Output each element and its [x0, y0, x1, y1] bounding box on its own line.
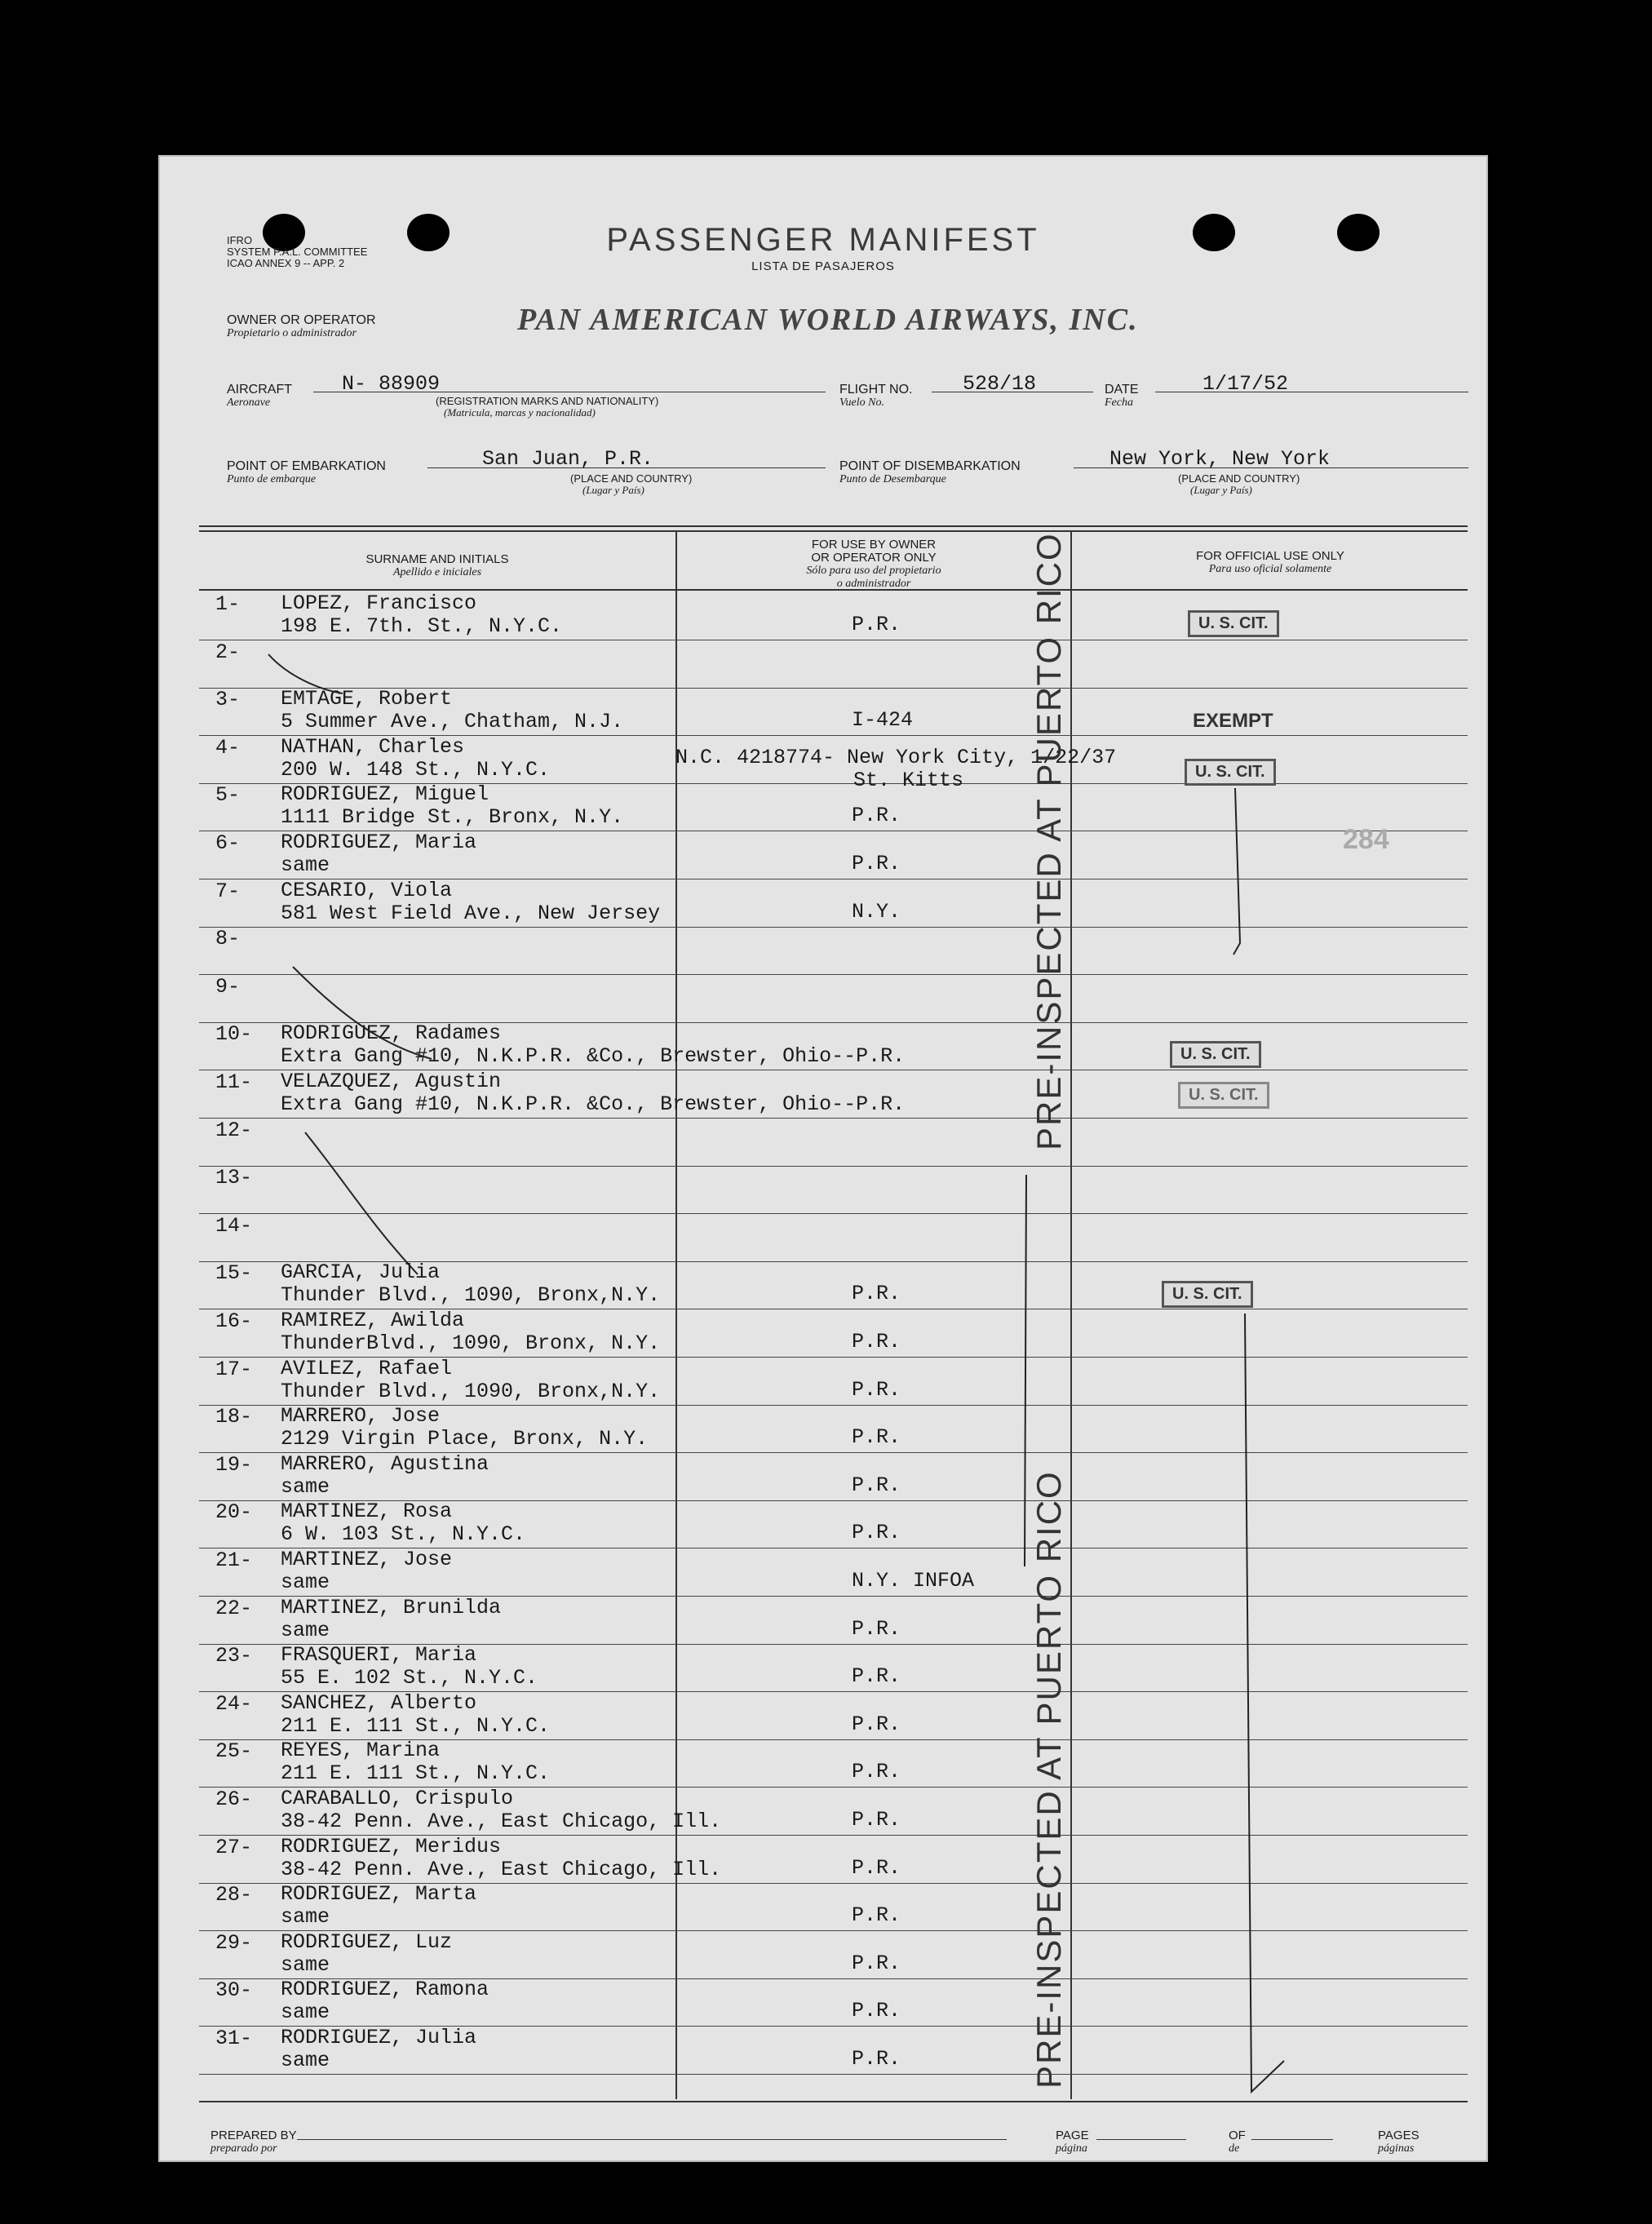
passenger-address: Thunder Blvd., 1090, Bronx,N.Y. — [281, 1379, 661, 1403]
us-cit-stamp: U. S. CIT. — [1178, 1082, 1269, 1109]
owner-note: P.R. — [852, 613, 901, 636]
passenger-name: REYES, Marina — [281, 1739, 441, 1763]
passenger-name: LOPEZ, Francisco — [281, 591, 477, 615]
row-number: 12- — [215, 1118, 253, 1142]
us-cit-stamp: U. S. CIT. — [1185, 759, 1276, 786]
passenger-name: RODRIGUEZ, Meridus — [281, 1834, 502, 1859]
disembark-value: New York, New York — [1109, 447, 1331, 471]
row-number: 2- — [215, 640, 241, 664]
passenger-address: same — [281, 2049, 330, 2072]
place-note: (PLACE AND COUNTRY) — [570, 472, 693, 485]
row-number: 25- — [215, 1739, 253, 1764]
passenger-name: RODRIGUEZ, Marta — [281, 1882, 477, 1907]
passenger-address: ThunderBlvd., 1090, Bronx, N.Y. — [281, 1331, 661, 1355]
row-number: 5- — [215, 783, 241, 808]
place-note-2: (PLACE AND COUNTRY) — [1178, 472, 1300, 485]
passenger-name: EMTAGE, Robert — [281, 687, 453, 711]
us-cit-stamp: U. S. CIT. — [1162, 1281, 1253, 1308]
passenger-address: 38-42 Penn. Ave., East Chicago, Ill. — [281, 1857, 722, 1881]
owner-label: OWNER OR OPERATOR Propietario o administrador — [227, 313, 376, 339]
passenger-name: RODRIGUEZ, Ramona — [281, 1978, 489, 2002]
passenger-name: CESARIO, Viola — [281, 878, 453, 902]
row4-extra: N.C. 4218774- New York City, 1/22/37 — [675, 746, 1117, 769]
prepared-by-label: PREPARED BY preparado por — [210, 2129, 297, 2155]
passenger-name: RODRIGUEZ, Miguel — [281, 782, 489, 807]
form-ref-2: SYSTEM P.A.L. COMMITTEE — [227, 246, 368, 258]
passenger-name: AVILEZ, Rafael — [281, 1356, 453, 1380]
passenger-name: GARCIA, Julia — [281, 1260, 441, 1285]
passenger-address: same — [281, 1905, 330, 1929]
passenger-address: same — [281, 1618, 330, 1642]
place-note-es: (Lugar y País) — [582, 484, 644, 496]
passenger-address: 200 W. 148 St., N.Y.C. — [281, 757, 551, 782]
passenger-name: SANCHEZ, Alberto — [281, 1690, 477, 1715]
passenger-name: MARRERO, Agustina — [281, 1451, 489, 1476]
owner-note: P.R. — [852, 1377, 901, 1402]
row-number: 10- — [215, 1022, 253, 1047]
row-number: 19- — [215, 1452, 253, 1477]
owner-note: N.Y. INFOA — [852, 1569, 975, 1593]
owner-note: I-424 — [852, 708, 914, 733]
owner-note: P.R. — [852, 804, 901, 828]
passenger-address: 211 E. 111 St., N.Y.C. — [281, 1713, 551, 1738]
registration-note-es: (Matricula, marcas y nacionalidad) — [444, 406, 596, 419]
owner-note: P.R. — [852, 1903, 901, 1928]
owner-note: P.R. — [852, 1282, 901, 1306]
row-number: 9- — [215, 974, 241, 999]
passenger-address: 581 West Field Ave., New Jersey — [281, 901, 661, 925]
passenger-name: CARABALLO, Crispulo — [281, 1787, 514, 1810]
handwritten-marks — [158, 155, 1488, 2162]
row-number: 14- — [215, 1213, 253, 1238]
passenger-address: same — [281, 853, 330, 877]
passenger-name: RODRIGUEZ, Maria — [281, 831, 477, 854]
owner-note: P.R. — [852, 1760, 901, 1784]
passenger-name: RODRIGUEZ, Julia — [281, 2026, 477, 2049]
page-subtitle: LISTA DE PASAJEROS — [751, 259, 895, 273]
row-number: 15- — [215, 1261, 253, 1286]
exempt-stamp: EXEMPT — [1193, 710, 1273, 732]
of-label: OF de — [1229, 2129, 1246, 2155]
owner-note: P.R. — [852, 1999, 901, 2023]
row-number: 16- — [215, 1309, 253, 1333]
row-number: 31- — [215, 2027, 253, 2050]
pages-label: PAGES páginas — [1378, 2129, 1419, 2155]
owner-note: P.R. — [852, 2047, 901, 2071]
owner-note: P.R. — [852, 1330, 901, 1353]
owner-note: P.R. — [852, 1855, 901, 1880]
passenger-address: 198 E. 7th. St., N.Y.C. — [281, 614, 563, 638]
row-number: 20- — [215, 1500, 253, 1525]
flight-value: 528/18 — [963, 372, 1037, 396]
airline-name: PAN AMERICAN WORLD AIRWAYS, INC. — [517, 303, 1139, 337]
row-number: 8- — [215, 927, 241, 951]
passenger-address: 211 E. 111 St., N.Y.C. — [281, 1761, 551, 1786]
row-number: 29- — [215, 1930, 253, 1955]
row-number: 27- — [215, 1835, 253, 1859]
passenger-name: RODRIGUEZ, Radames — [281, 1021, 502, 1046]
col-owner-use: FOR USE BY OWNER OR OPERATOR ONLY Sólo para uso del propietario o administrador — [806, 538, 941, 590]
passenger-address: 6 W. 103 St., N.Y.C. — [281, 1522, 526, 1547]
owner-note: N.Y. — [852, 899, 901, 924]
owner-note: P.R. — [852, 1521, 901, 1545]
col-official-use: FOR OFFICIAL USE ONLY Para uso oficial solamente — [1196, 549, 1344, 575]
row4-extra-2: St. Kitts — [853, 769, 964, 792]
passenger-name: MARRERO, Jose — [281, 1404, 441, 1429]
passenger-name: RODRIGUEZ, Luz — [281, 1929, 453, 1954]
us-cit-stamp: U. S. CIT. — [1170, 1041, 1261, 1068]
row-number: 21- — [215, 1548, 253, 1572]
passenger-name: MARTINEZ, Rosa — [281, 1500, 453, 1524]
owner-note: P.R. — [852, 1616, 901, 1641]
row-number: 22- — [215, 1596, 253, 1620]
disembark-label: POINT OF DISEMBARKATION Punto de Desembarque — [839, 459, 1021, 485]
passenger-address: 1111 Bridge St., Bronx, N.Y. — [281, 805, 624, 830]
col-surname: SURNAME AND INITIALS Apellido e iniciales — [365, 552, 509, 578]
preinspected-stamp: PRE-INSPECTED AT PUERTO RICO — [1030, 1470, 1068, 2089]
passenger-address: Extra Gang #10, N.K.P.R. &Co., Brewster, Ohio--P.R. — [281, 1092, 906, 1116]
date-label: DATE Fecha — [1105, 383, 1139, 409]
passenger-name: NATHAN, Charles — [281, 734, 465, 759]
row-number: 24- — [215, 1691, 253, 1716]
row-number: 7- — [215, 879, 241, 903]
passenger-address: same — [281, 1571, 330, 1594]
aircraft-value: N- 88909 — [342, 372, 441, 396]
passenger-address: 38-42 Penn. Ave., East Chicago, Ill. — [281, 1810, 722, 1833]
passenger-address: Extra Gang #10, N.K.P.R. &Co., Brewster, Ohio--P.R. — [281, 1044, 906, 1069]
form-ref-1: IFRO — [227, 234, 253, 246]
row-number: 30- — [215, 1978, 253, 2003]
owner-note: P.R. — [852, 1712, 901, 1736]
owner-note: P.R. — [852, 1808, 901, 1832]
form-ref-3: ICAO ANNEX 9 -- APP. 2 — [227, 257, 345, 269]
page-title: PASSENGER MANIFEST — [606, 222, 1040, 258]
owner-note: P.R. — [852, 1425, 901, 1450]
row-number: 1- — [215, 592, 241, 616]
passenger-name: VELAZQUEZ, Agustin — [281, 1070, 502, 1093]
place-note-es-2: (Lugar y País) — [1190, 484, 1252, 496]
passenger-address: same — [281, 1952, 330, 1977]
row-number: 18- — [215, 1405, 253, 1429]
stamp-number: 284 — [1343, 824, 1389, 855]
preinspected-stamp: PRE-INSPECTED AT PUERTO RICO — [1030, 532, 1068, 1150]
row-number: 3- — [215, 688, 241, 712]
owner-note: P.R. — [852, 1951, 901, 1975]
row-number: 23- — [215, 1644, 253, 1668]
passenger-address: 55 E. 102 St., N.Y.C. — [281, 1666, 538, 1690]
us-cit-stamp: U. S. CIT. — [1188, 610, 1279, 637]
passenger-name: MARTINEZ, Brunilda — [281, 1595, 502, 1619]
embark-label: POINT OF EMBARKATION Punto de embarque — [227, 459, 386, 485]
row-number: 28- — [215, 1883, 253, 1907]
passenger-address: same — [281, 1474, 330, 1499]
row-number: 4- — [215, 735, 241, 760]
row-number: 13- — [215, 1166, 253, 1190]
owner-note: P.R. — [852, 852, 901, 875]
page-label: PAGE página — [1056, 2129, 1089, 2155]
row-number: 6- — [215, 831, 241, 855]
passenger-address: same — [281, 2000, 330, 2025]
passenger-name: RAMIREZ, Awilda — [281, 1309, 465, 1332]
passenger-name: MARTINEZ, Jose — [281, 1548, 453, 1571]
passenger-address: 2129 Virgin Place, Bronx, N.Y. — [281, 1427, 649, 1451]
passenger-name: FRASQUERI, Maria — [281, 1643, 477, 1668]
registration-note: (REGISTRATION MARKS AND NATIONALITY) — [436, 395, 659, 407]
manifest-sheet — [158, 155, 1488, 2162]
date-value: 1/17/52 — [1202, 372, 1289, 396]
flight-label: FLIGHT NO. Vuelo No. — [839, 383, 913, 409]
owner-note: P.R. — [852, 1664, 901, 1689]
embark-value: San Juan, P.R. — [482, 447, 654, 471]
aircraft-label: AIRCRAFT Aeronave — [227, 383, 292, 409]
row-number: 11- — [215, 1070, 253, 1094]
owner-note: P.R. — [852, 1473, 901, 1497]
row-number: 26- — [215, 1788, 253, 1811]
passenger-address: Thunder Blvd., 1090, Bronx,N.Y. — [281, 1283, 661, 1308]
passenger-address: 5 Summer Ave., Chatham, N.J. — [281, 710, 624, 734]
row-number: 17- — [215, 1357, 253, 1381]
